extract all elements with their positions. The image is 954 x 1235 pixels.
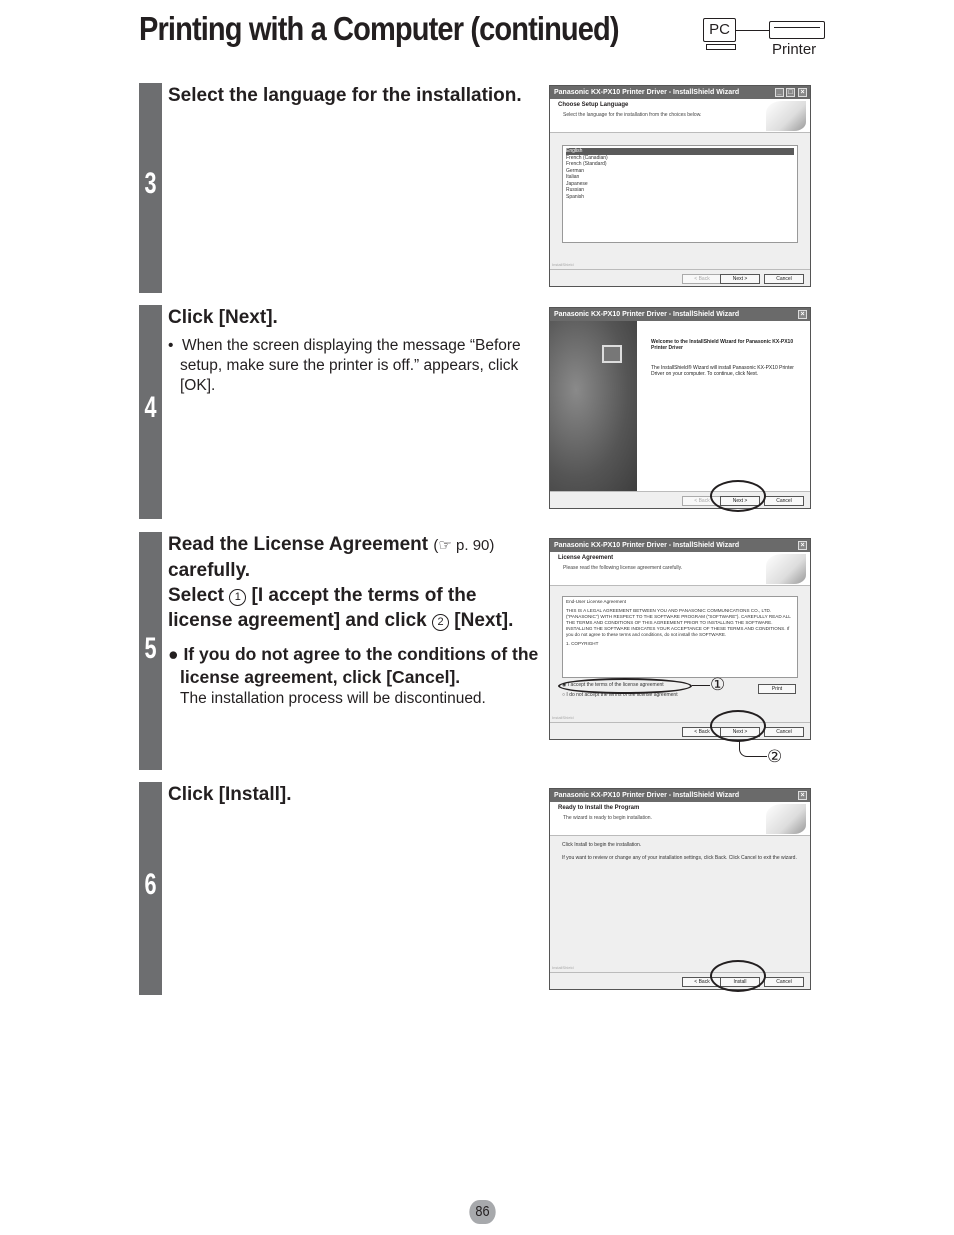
window-title-bar: Panasonic KX-PX10 Printer Driver - InstallShield Wizard ×	[550, 308, 810, 321]
accept-radio: ◉ I accept the terms of the license agreement	[562, 682, 664, 688]
decline-radio: ○ I do not accept the terms of the license agreement	[562, 691, 678, 698]
cancel-button: Cancel	[764, 977, 804, 987]
close-icon: ×	[798, 541, 807, 550]
connection-line	[736, 30, 770, 31]
step-body	[168, 782, 538, 807]
cancel-button: Cancel	[764, 274, 804, 284]
back-button: < Back	[682, 977, 722, 987]
welcome-text-panel: Welcome to the InstallShield Wizard for Panasonic KX-PX10 Printer Driver The InstallShield® Wizard will install Panasonic KX-PX10 Printer Driver on your computer. To continue, click Next.	[637, 321, 810, 493]
step-title: Read the License Agreement (☞ p. 90) carefully. Select 1 [I accept the terms of the license agreement] and click 2 [Next].	[168, 534, 514, 631]
wizard-header: License Agreement Please read the following license agreement carefully.	[550, 552, 810, 586]
next-button: Next >	[720, 274, 760, 284]
wizard-body: Click Install to begin the installation. If you want to review or change any of your installation settings, click Back. Click Cancel to exit the wizard.	[550, 836, 810, 972]
back-button: < Back	[682, 274, 722, 284]
step-3	[139, 83, 819, 293]
step-body	[168, 83, 538, 108]
step-4	[139, 305, 819, 519]
printer-icon	[769, 21, 825, 39]
cancel-button: Cancel	[764, 727, 804, 737]
page-curl-graphic	[766, 804, 806, 834]
callout-1-line	[692, 685, 710, 686]
step-body	[168, 532, 540, 709]
bullet-note: • When the screen displaying the message “Before setup, make sure the printer is off.” appears, click [OK].	[168, 337, 521, 394]
install-highlight-ring	[710, 960, 766, 992]
next-button: Next >	[720, 496, 760, 506]
installshield-logo-icon	[602, 345, 622, 363]
printer-label: Printer	[772, 41, 817, 58]
reference-hand-icon: ☞	[438, 537, 452, 554]
print-button: Print	[758, 684, 796, 694]
wizard-footer	[550, 491, 810, 508]
next-highlight-ring	[710, 710, 766, 742]
callout-1-icon: 1	[229, 589, 246, 606]
license-text-box: End-User License Agreement THIS IS A LEGAL AGREEMENT BETWEEN YOU AND PANASONIC COMMUNICATIONS CO., LTD.("PANASONIC") WITH RESPECT TO THE SOFTWARE PROGRAM ("SOFTWARE"). CAREFULLY READ ALL THE TERMS AND CONDITIONS OF THIS AGREEMENT PRIOR TO INSTALLING THE SOFTWARE. INSTALLING THE SOFTWARE INDICATES YOUR ACCEPTANCE OF THESE TERMS AND CONDITIONS. If you do not agree to these terms and conditions, do not install the SOFTWARE. 1. COPYRIGHT	[562, 596, 798, 678]
page-title: Printing with a Computer (continued)	[139, 10, 619, 47]
install-button: Install	[720, 977, 760, 987]
callout-2-label: ②	[767, 747, 783, 766]
step-number: 4	[144, 391, 157, 424]
wizard-body	[550, 133, 810, 269]
pc-keyboard-icon	[706, 44, 736, 50]
cancel-button: Cancel	[764, 496, 804, 506]
step-title: Click [Install].	[168, 784, 292, 805]
setup-language-screenshot: Panasonic KX-PX10 Printer Driver - InstallShield Wizard _ □ × Choose Setup Language Select the language for the installation from the choices below. English French (Canadian) French (Standard) German Italian Japanese Russian Spanish InstallShield < Back Next > Cancel	[549, 85, 811, 287]
page-curl-graphic	[766, 554, 806, 584]
step-6	[139, 782, 819, 995]
wizard-footer	[550, 972, 810, 989]
maximize-icon: □	[786, 88, 795, 97]
step-number: 3	[144, 167, 157, 200]
accept-highlight-ring	[558, 678, 692, 694]
callout-2-line	[739, 740, 767, 757]
step-title: Click [Next].	[168, 307, 278, 328]
step-5	[139, 532, 819, 770]
language-list: English French (Canadian) French (Standard) German Italian Japanese Russian Spanish	[562, 145, 798, 243]
next-button: Next >	[720, 727, 760, 737]
window-title-bar: Panasonic KX-PX10 Printer Driver - InstallShield Wizard ×	[550, 789, 810, 802]
next-highlight-ring	[710, 480, 766, 512]
pc-printer-connection-diagram	[703, 18, 833, 63]
step-number: 5	[144, 632, 157, 665]
back-button: < Back	[682, 727, 722, 737]
wizard-header: Ready to Install the Program The wizard is ready to begin installation.	[550, 802, 810, 836]
window-title-bar: Panasonic KX-PX10 Printer Driver - InstallShield Wizard _ □ ×	[550, 86, 810, 99]
callout-2-icon: 2	[432, 614, 449, 631]
bullet-warning: ● If you do not agree to the conditions of the license agreement, click [Cancel].	[168, 644, 539, 687]
close-icon: ×	[798, 310, 807, 319]
welcome-screenshot	[549, 307, 811, 509]
window-title-bar: Panasonic KX-PX10 Printer Driver - InstallShield Wizard ×	[550, 539, 810, 552]
wizard-body	[550, 586, 810, 722]
license-screenshot: Panasonic KX-PX10 Printer Driver - InstallShield Wizard × License Agreement Please read the following license agreement carefully. End-User License Agreement THIS IS A LEGAL AGREEMENT BETWEEN YOU AND PANASONIC COMMUNICATIONS CO., LTD.("PANASONIC") WITH RESPECT TO THE SOFTWARE PROGRAM ("SOFTWARE"). CAREFULLY READ ALL THE TERMS AND CONDITIONS OF THIS AGREEMENT PRIOR TO INSTALLING THE SOFTWARE. INSTALLING THE SOFTWARE INDICATES YOUR ACCEPTANCE OF THESE TERMS AND CONDITIONS. If you do not agree to these terms and conditions, do not install the SOFTWARE. 1. COPYRIGHT ◉ I accept the terms of the license agreement ○ I do not accept the terms of the license agreement Print InstallShield < Back Next > Cancel	[549, 538, 811, 740]
wizard-header: Choose Setup Language Select the language for the installation from the choices below.	[550, 99, 810, 133]
note-text: The installation process will be discontinued.	[180, 690, 486, 707]
step-number: 6	[144, 868, 157, 901]
wizard-side-graphic	[550, 321, 637, 493]
wizard-footer	[550, 722, 810, 739]
page-reference: (☞ p. 90)	[433, 537, 495, 554]
pc-label: PC	[703, 18, 736, 42]
step-body	[168, 305, 538, 396]
close-icon: ×	[798, 88, 807, 97]
ready-to-install-screenshot: Panasonic KX-PX10 Printer Driver - InstallShield Wizard × Ready to Install the Program The wizard is ready to begin installation. Click Install to begin the installation. If you want to review or change any of your installation settings, click Back. Click Cancel to exit the wizard. InstallShield < Back Install Cancel	[549, 788, 811, 990]
back-button: < Back	[682, 496, 722, 506]
step-title: Select the language for the installation.	[168, 85, 522, 106]
minimize-icon: _	[775, 88, 784, 97]
page-curl-graphic	[766, 101, 806, 131]
wizard-footer	[550, 269, 810, 286]
callout-1-label: ①	[710, 675, 726, 694]
close-icon: ×	[798, 791, 807, 800]
page-number: 86	[469, 1200, 495, 1224]
